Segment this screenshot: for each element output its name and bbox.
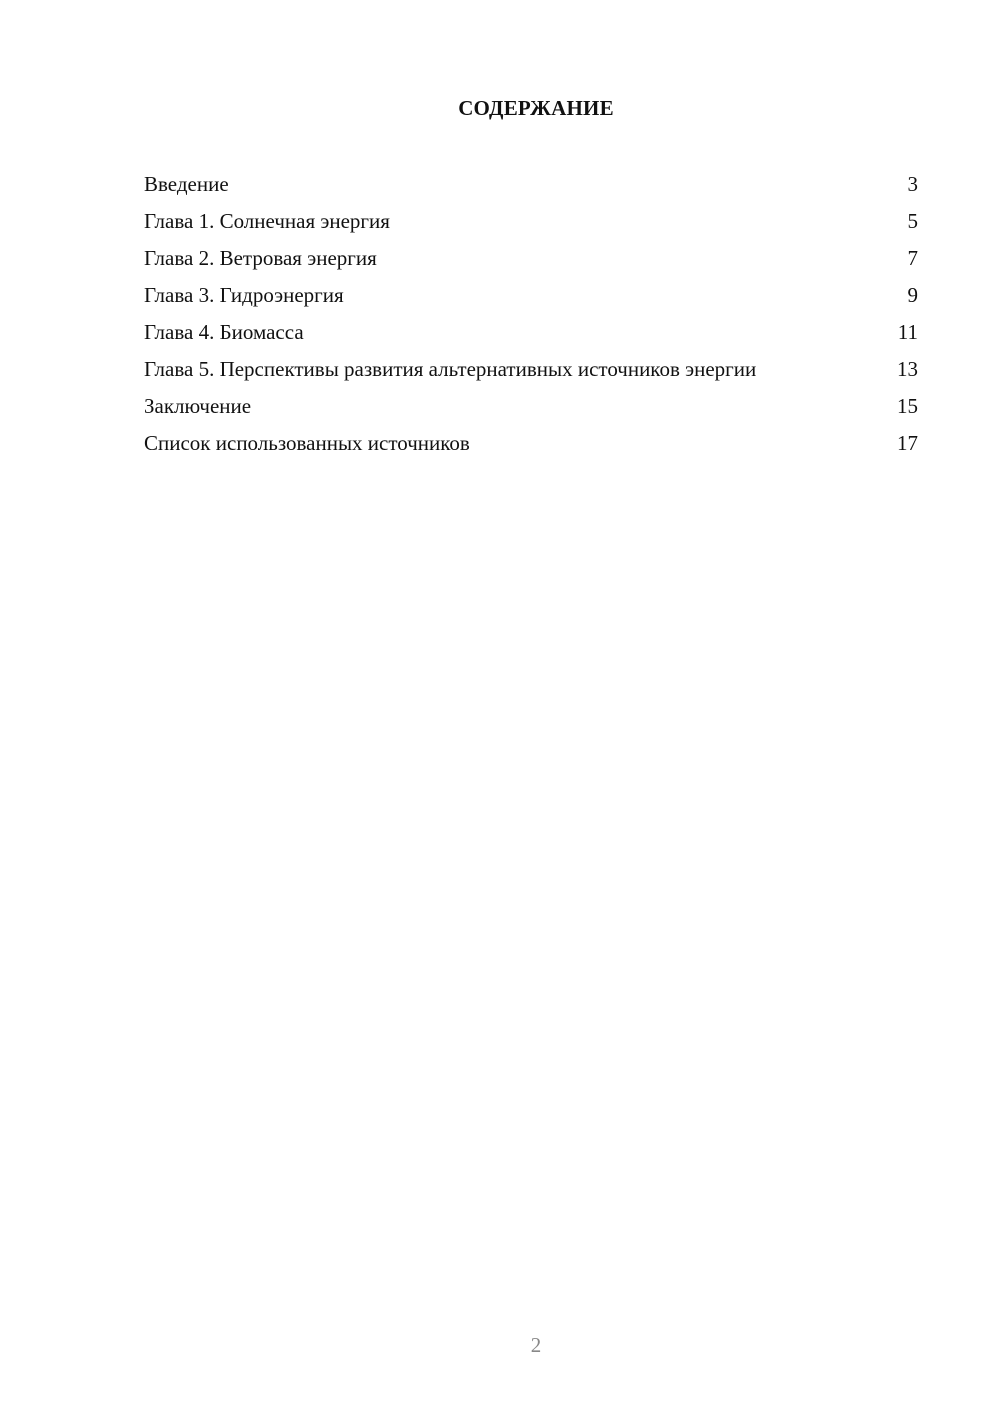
- toc-entry-page: 17: [897, 431, 918, 455]
- table-of-contents: [144, 170, 918, 466]
- toc-entry-label: Глава 3. Гидроэнергия: [144, 283, 344, 307]
- toc-entry-label: Глава 4. Биомасса: [144, 320, 304, 344]
- toc-entry-page: 15: [897, 394, 918, 418]
- toc-entry-references[interactable]: [144, 429, 918, 457]
- toc-entry-chapter-4[interactable]: [144, 318, 918, 346]
- toc-entry-introduction[interactable]: [144, 170, 918, 198]
- page-number: 2: [530, 1333, 542, 1357]
- toc-entry-page: 7: [907, 246, 918, 270]
- toc-entry-label: Глава 5. Перспективы развития альтернативных источников энергии: [144, 357, 757, 381]
- toc-entry-page: 13: [897, 357, 918, 381]
- toc-entry-chapter-3[interactable]: [144, 281, 918, 309]
- toc-entry-chapter-2[interactable]: [144, 244, 918, 272]
- toc-entry-page: 3: [907, 172, 918, 196]
- toc-entry-conclusion[interactable]: [144, 392, 918, 420]
- toc-entry-label: Глава 2. Ветровая энергия: [144, 246, 377, 270]
- page-title: СОДЕРЖАНИЕ: [458, 96, 614, 120]
- toc-entry-chapter-1[interactable]: [144, 207, 918, 235]
- toc-entry-label: Список использованных источников: [144, 431, 470, 455]
- toc-entry-page: 11: [897, 320, 918, 344]
- toc-entry-label: Глава 1. Солнечная энергия: [144, 209, 390, 233]
- toc-entry-label: Введение: [144, 172, 229, 196]
- toc-entry-page: 9: [907, 283, 918, 307]
- toc-entry-page: 5: [907, 209, 918, 233]
- toc-entry-label: Заключение: [144, 394, 252, 418]
- toc-entry-chapter-5[interactable]: [144, 355, 918, 383]
